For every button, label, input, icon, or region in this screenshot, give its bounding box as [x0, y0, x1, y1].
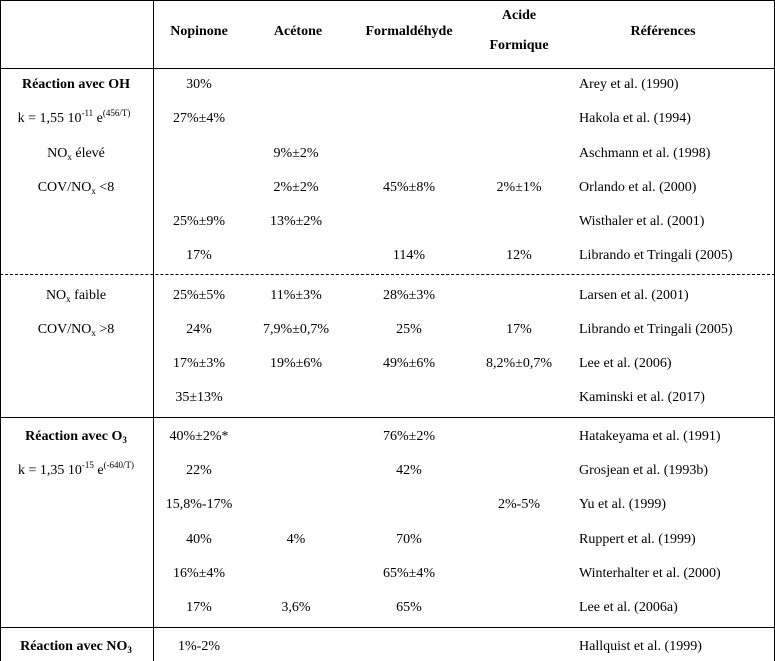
- acide-cell: 12%: [506, 248, 532, 263]
- reference-cell: Hakola et al. (1994): [579, 111, 691, 126]
- oh-section-dashed-divider: [0, 274, 775, 275]
- acetone-cell: 4%: [286, 532, 306, 547]
- oh-low-condition-cov: COV/$NO_x >8$: [37, 322, 115, 338]
- header-acide-line2: Formique: [489, 38, 549, 53]
- nopinone-cell: 25%±9%: [172, 214, 226, 229]
- nopinone-cell: 40%±2%*: [169, 429, 229, 444]
- table-left-rule: [0, 0, 1, 661]
- acetone-cell: 2%±2%: [273, 180, 319, 195]
- formaldehyde-cell: 49%±6%: [382, 356, 436, 371]
- reference-cell: Arey et al. (1990): [579, 77, 679, 92]
- reference-cell: Librando et Tringali (2005): [579, 322, 733, 337]
- header-formaldehyde: Formaldéhyde: [365, 24, 453, 39]
- nopinone-cell: 17%±3%: [172, 356, 226, 371]
- formaldehyde-cell: 76%±2%: [382, 429, 436, 444]
- acide-cell: 2%-5%: [498, 497, 540, 512]
- o3-section-title: Réaction avec $O_3$: [25, 429, 127, 445]
- acide-cell: 2%±1%: [496, 180, 542, 195]
- header-acide-line1: Acide: [501, 8, 537, 23]
- reference-cell: Kaminski et al. (2017): [579, 390, 705, 405]
- reference-cell: Grosjean et al. (1993b): [579, 463, 709, 478]
- nopinone-cell: 17%: [186, 600, 212, 615]
- reference-cell: Lee et al. (2006a): [579, 600, 678, 615]
- no3-section-title: Réaction avec $NO_3$: [20, 639, 132, 655]
- reference-cell: Yu et al. (1999): [579, 497, 667, 512]
- nopinone-cell: 35±13%: [175, 390, 223, 405]
- acetone-cell: 3,6%: [281, 600, 311, 615]
- no3-section-top-rule: [0, 627, 775, 628]
- nopinone-cell: 22%: [186, 463, 212, 478]
- nopinone-cell: 17%: [186, 248, 212, 263]
- reference-cell: Wisthaler et al. (2001): [579, 214, 705, 229]
- reference-cell: Aschmann et al. (1998): [579, 146, 711, 161]
- reference-cell: Lee et al. (2006): [579, 356, 672, 371]
- header-acetone: Acétone: [273, 24, 323, 39]
- acetone-cell: 7,9%±0,7%: [262, 322, 330, 337]
- formaldehyde-cell: 65%±4%: [382, 566, 436, 581]
- nopinone-cell: 24%: [186, 322, 212, 337]
- reference-cell: Librando et Tringali (2005): [579, 248, 733, 263]
- acetone-cell: 9%±2%: [273, 146, 319, 161]
- acide-cell: 8,2%±0,7%: [485, 356, 553, 371]
- table-top-rule: [0, 0, 775, 1]
- formaldehyde-cell: 25%: [396, 322, 422, 337]
- reference-cell: Hallquist et al. (1999): [579, 639, 702, 654]
- nopinone-cell: 27%±4%: [172, 111, 226, 126]
- nopinone-cell: 16%±4%: [172, 566, 226, 581]
- oh-rate-constant: k = 1,55 $10^{-11}$ $e^{(456/T)}$: [17, 108, 131, 126]
- formaldehyde-cell: 65%: [396, 600, 422, 615]
- o3-section-top-rule: [0, 417, 775, 418]
- header-bottom-rule: [0, 68, 775, 69]
- label-column-rule: [153, 0, 154, 661]
- oh-condition-cov: COV/$NO_x <8$: [37, 180, 115, 196]
- acide-cell: 17%: [506, 322, 532, 337]
- nopinone-cell: 15,8%-17%: [165, 497, 233, 512]
- formaldehyde-cell: 42%: [396, 463, 422, 478]
- acetone-cell: 19%±6%: [269, 356, 323, 371]
- reference-cell: Winterhalter et al. (2000): [579, 566, 721, 581]
- oh-low-condition-nox: $NO_x$ faible: [45, 288, 107, 304]
- header-references: Références: [630, 24, 696, 39]
- reference-cell: Hatakeyama et al. (1991): [579, 429, 721, 444]
- oh-section-title: Réaction avec OH: [21, 77, 131, 92]
- oh-condition-nox: $NO_x$ élevé: [47, 146, 105, 162]
- formaldehyde-cell: 28%±3%: [382, 288, 436, 303]
- reference-cell: Orlando et al. (2000): [579, 180, 697, 195]
- acetone-cell: 13%±2%: [269, 214, 323, 229]
- nopinone-cell: 25%±5%: [172, 288, 226, 303]
- reference-cell: Larsen et al. (2001): [579, 288, 689, 303]
- nopinone-cell: 30%: [186, 77, 212, 92]
- o3-rate-constant: k = 1,35 $10^{-15}$ $e^{(-640/T)}$: [17, 460, 135, 478]
- formaldehyde-cell: 70%: [396, 532, 422, 547]
- formaldehyde-cell: 114%: [392, 248, 426, 263]
- nopinone-cell: 40%: [186, 532, 212, 547]
- header-nopinone: Nopinone: [170, 24, 228, 39]
- formaldehyde-cell: 45%±8%: [382, 180, 436, 195]
- nopinone-cell: 1%-2%: [178, 639, 220, 654]
- acetone-cell: 11%±3%: [270, 288, 322, 303]
- reference-cell: Ruppert et al. (1999): [579, 532, 696, 547]
